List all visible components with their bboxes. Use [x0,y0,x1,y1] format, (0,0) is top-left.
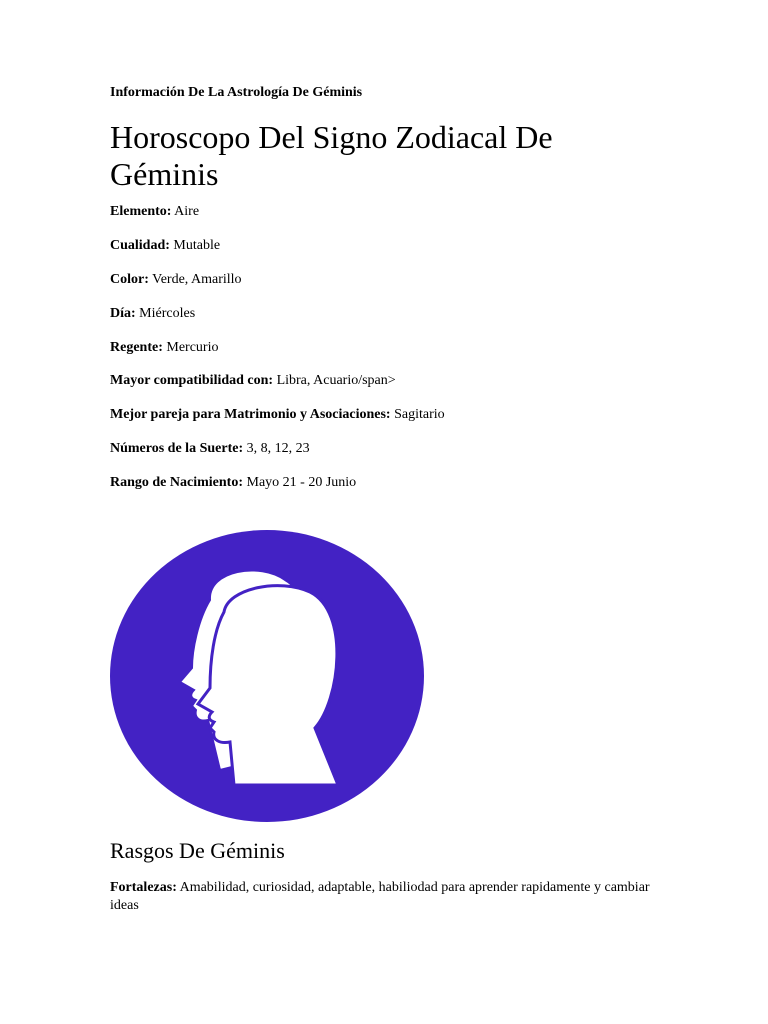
field-regente [110,340,218,356]
field-label: Mejor pareja para Matrimonio y Asociaciones: [110,407,391,422]
page-title: Horoscopo Del Signo Zodiacal De Géminis [110,119,553,192]
strengths-paragraph [110,879,665,915]
field-label: Cualidad: [110,238,170,253]
field-pareja [110,407,445,423]
field-dia [110,306,195,322]
field-compatibilidad [110,373,396,389]
field-value: Miércoles [139,306,196,321]
field-value: Mercurio [166,340,219,355]
field-color [110,272,242,288]
field-value: Mutable [173,238,221,253]
document-kicker: Información De La Astrología De Géminis [110,85,363,100]
traits-heading: Rasgos De Géminis [110,838,285,863]
gemini-two-heads-icon [110,530,424,822]
field-cualidad [110,238,220,254]
field-label: Día: [110,306,136,321]
strengths-label: Fortalezas: [110,880,177,895]
field-value: Aire [174,204,200,219]
field-label: Mayor compatibilidad con: [110,373,274,388]
field-label: Rango de Nacimiento: [110,475,243,490]
field-elemento [110,204,199,220]
field-label: Números de la Suerte: [110,441,244,456]
field-numeros [110,441,310,457]
field-value: Libra, Acuario/span> [276,373,396,388]
field-label: Regente: [110,340,163,355]
field-value: Sagitario [394,407,445,422]
field-value: Verde, Amarillo [152,272,242,287]
field-value: Mayo 21 - 20 Junio [246,475,357,490]
strengths-text: Amabilidad, curiosidad, adaptable, habiliodad para aprender rapidamente y cambiar ideas [110,880,650,913]
field-value: 3, 8, 12, 23 [246,441,310,456]
field-label: Elemento: [110,204,172,219]
field-rango [110,475,356,491]
field-label: Color: [110,272,149,287]
